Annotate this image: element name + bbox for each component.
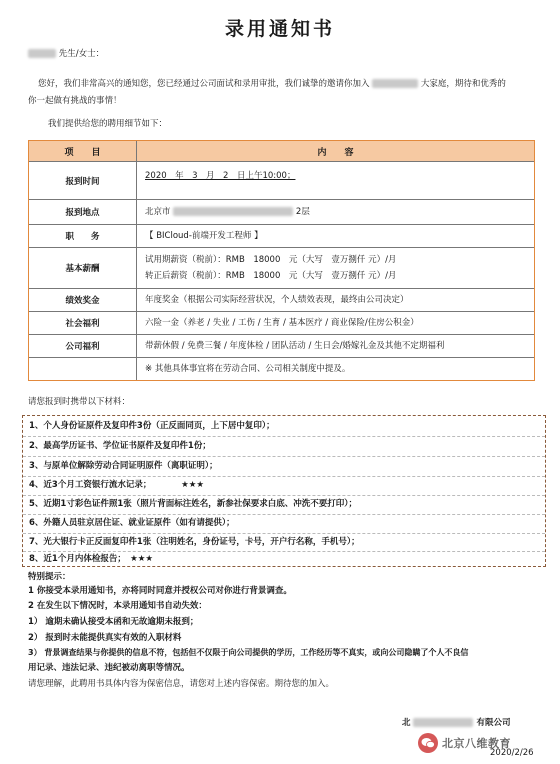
report-location-value: 北京市 2层: [145, 207, 310, 217]
redacted-company: [372, 79, 418, 88]
header-item: 项 目: [29, 141, 137, 161]
offer-details-table: [28, 140, 535, 381]
other-note-value: ※ 其他具体事宜将在劳动合同、公司相关制度中提及。: [145, 364, 351, 374]
probation-salary-value: 试用期薪资（税前）：RMB 18000 元（大写 壹万捌仟 元）/月: [145, 255, 397, 265]
watermark-text: 北京八维教育: [442, 737, 511, 750]
bonus-value: 年度奖金（根据公司实际经营状况，个人绩效表现，最终由公司决定）: [145, 295, 409, 305]
social-benefits-value: 六险一金（养老 / 失业 / 工伤 / 生育 / 基本医疗 / 商业保险/住房公积金）: [145, 318, 419, 328]
list-item: 5、近期1寸彩色证件照1张（照片背面标注姓名，新参社保要求白底、冲洗不要打印）；: [29, 499, 357, 509]
note-line: 3） 背景调查结果与你提供的信息不符，包括但不仅限于向公司提供的学历，工作经历等不真实，或向公司隐瞒了个人不良信: [28, 648, 469, 657]
intro-line-2: 你一起做有挑战的事情！: [28, 96, 122, 106]
table-row: [29, 200, 534, 225]
note-line: 请您理解，此聘用书具体内容为保密信息，请您对上述内容保密。期待您的加入。: [28, 679, 335, 689]
wechat-logo-icon: [418, 733, 438, 753]
company-name: 北 有限公司: [402, 718, 511, 728]
row-label: 公司福利: [29, 335, 137, 357]
company-benefits-value: 带薪休假 / 免费三餐 / 年度体检 / 团队活动 / 生日会/婚嫁礼金及其他不定期福利: [145, 341, 445, 351]
note-line: 用记录、违法记录、违纪被动离职等情况。: [28, 663, 190, 673]
table-row: [29, 358, 534, 380]
table-row: [29, 248, 534, 289]
redacted-name: [28, 49, 56, 58]
note-line: 2） 报到时未能提供真实有效的入职材料: [28, 633, 182, 643]
row-label: 报到地点: [29, 200, 137, 224]
table-row: [29, 335, 534, 358]
row-label: 报到时间: [29, 162, 137, 199]
materials-heading: 请您报到时携带以下材料：: [28, 397, 131, 407]
issue-date: 2020/2/26: [490, 748, 534, 758]
table-header-row: [29, 141, 534, 162]
list-item: 1、个人身份证原件及复印件3份（正反面同页，上下居中复印）；: [29, 421, 275, 431]
row-label: [29, 358, 137, 380]
salutation: 先生/女士：: [28, 48, 104, 60]
row-label: 基本薪酬: [29, 248, 137, 288]
document-title: 录用通知书: [224, 18, 335, 40]
list-item: 7、光大银行卡正反面复印件1张（注明姓名，身份证号，卡号，开户行名称，手机号）；: [29, 537, 360, 547]
table-row: [29, 162, 534, 200]
row-label: 社会福利: [29, 312, 137, 334]
table-row: [29, 289, 534, 312]
report-time-value: 2020 年 3 月 2 日上午10:00；: [145, 171, 296, 181]
redacted-company: [413, 718, 473, 727]
list-item: 3、与原单位解除劳动合同证明原件（离职证明）；: [29, 461, 218, 471]
materials-box: [22, 415, 546, 567]
regular-salary-value: 转正后薪资（税前）：RMB 18000 元（大写 壹万捌仟 元）/月: [145, 271, 397, 281]
note-line: 1 你接受本录用通知书，亦将同时同意并授权公司对你进行背景调查。: [28, 586, 292, 596]
list-item: 4、近3个月工资银行流水记录； ★★★: [29, 480, 204, 490]
notes-heading: 特别提示：: [28, 572, 71, 582]
table-row: [29, 225, 534, 248]
table-row: [29, 312, 534, 335]
intro-line-1: 您好，我们非常高兴的通知您，您已经通过公司面试和录用审批，我们诚挚的邀请你加入 大家庭，期待和优秀的: [38, 79, 506, 89]
header-content: 内 容: [317, 147, 354, 158]
row-label: 绩效奖金: [29, 289, 137, 311]
intro-line-3: 我们提供给您的聘用细节如下：: [48, 119, 168, 129]
note-line: 2 在发生以下情况时，本录用通知书自动失效：: [28, 601, 207, 611]
row-label: 职 务: [29, 225, 137, 247]
list-item: 8、近1个月内体检报告； ★★★: [29, 554, 153, 564]
list-item: 6、外籍人员驻京居住证、就业证原件（如有请提供）；: [29, 518, 235, 528]
note-line: 1） 逾期未确认接受本函和无故逾期未报到；: [28, 617, 199, 627]
list-item: 2、最高学历证书、学位证书原件及复印件1份；: [29, 441, 211, 451]
position-value: 【 BICloud-前端开发工程师 】: [145, 231, 263, 241]
redacted-address: [173, 207, 293, 216]
